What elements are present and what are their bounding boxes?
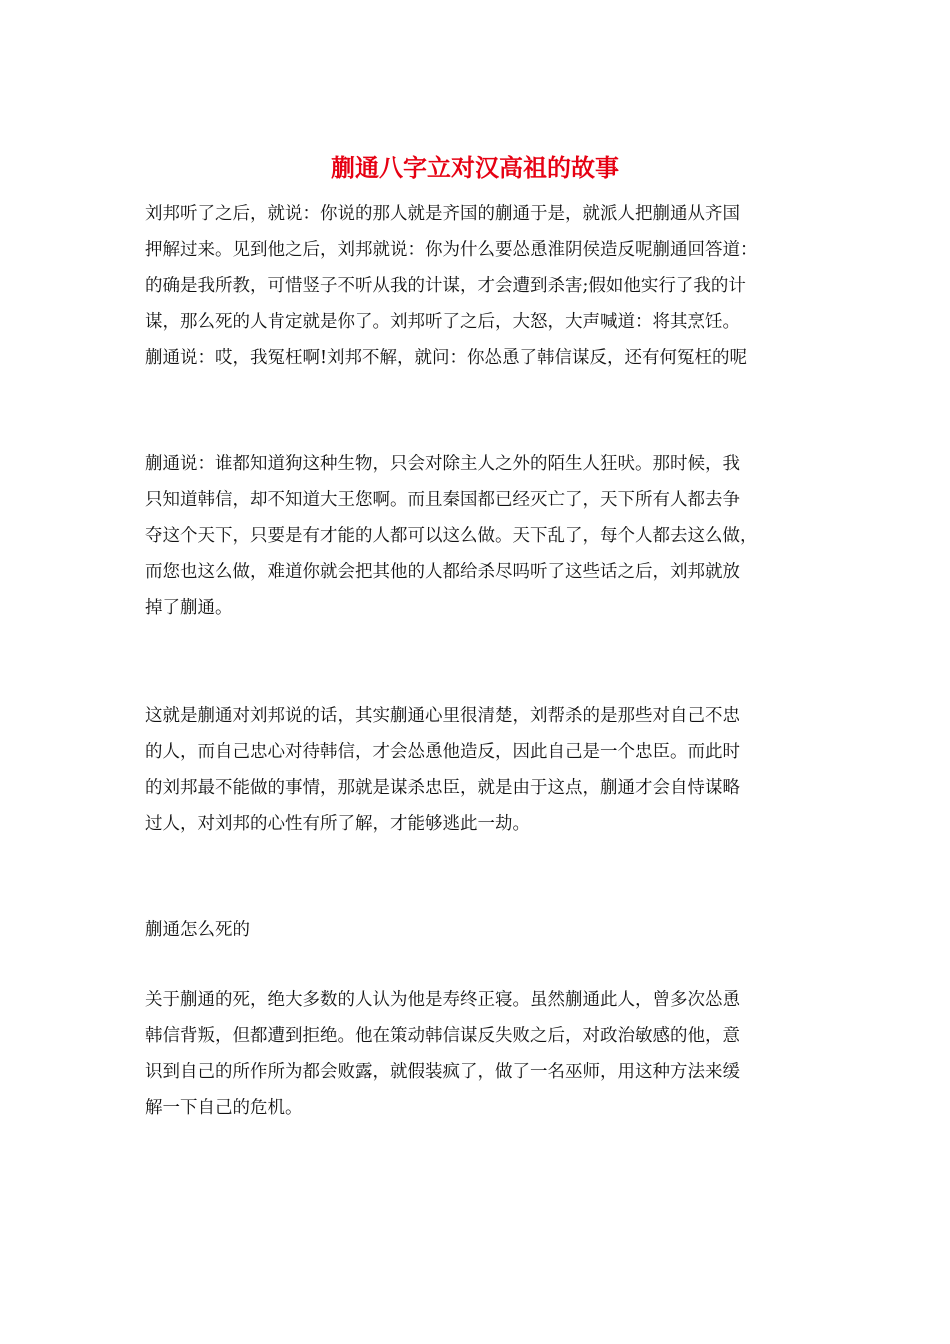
text-line: 押解过来。见到他之后，刘邦就说：你为什么要怂恿淮阴侯造反呢蒯通回答道： bbox=[145, 240, 758, 260]
text-line: 掉了蒯通。 bbox=[145, 598, 233, 618]
paragraph-1 bbox=[145, 196, 810, 376]
paragraph-4 bbox=[145, 982, 810, 1126]
text-line: 的人，而自己忠心对待韩信，才会怂恿他造反，因此自己是一个忠臣。而此时 bbox=[145, 742, 740, 762]
text-line: 这就是蒯通对刘邦说的话，其实蒯通心里很清楚，刘帮杀的是那些对自己不忠 bbox=[145, 706, 740, 726]
text-line: 蒯通怎么死的 bbox=[145, 920, 250, 940]
text-line: 的刘邦最不能做的事情，那就是谋杀忠臣，就是由于这点，蒯通才会自恃谋略 bbox=[145, 778, 740, 798]
text-line: 过人，对刘邦的心性有所了解，才能够逃此一劫。 bbox=[145, 814, 530, 834]
text-line: 蒯通说：谁都知道狗这种生物，只会对除主人之外的陌生人狂吠。那时候，我 bbox=[145, 454, 740, 474]
text-line: 蒯通说：哎，我冤枉啊!刘邦不解，就问：你怂恿了韩信谋反，还有何冤枉的呢 bbox=[145, 348, 748, 368]
text-line: 而您也这么做，难道你就会把其他的人都给杀尽吗听了这些话之后，刘邦就放 bbox=[145, 562, 740, 582]
text-line: 夺这个天下，只要是有才能的人都可以这么做。天下乱了，每个人都去这么做， bbox=[145, 526, 758, 546]
text-line: 解一下自己的危机。 bbox=[145, 1098, 303, 1118]
page-title: 蒯通八字立对汉高祖的故事 bbox=[331, 153, 619, 182]
text-line: 的确是我所教，可惜竖子不听从我的计谋，才会遭到杀害;假如他实行了我的计 bbox=[145, 276, 746, 296]
paragraph-3 bbox=[145, 698, 810, 842]
paragraph-2 bbox=[145, 446, 810, 626]
text-line: 韩信背叛，但都遭到拒绝。他在策动韩信谋反失败之后，对政治敏感的他，意 bbox=[145, 1026, 740, 1046]
section-heading bbox=[145, 912, 810, 948]
text-line: 谋，那么死的人肯定就是你了。刘邦听了之后，大怒，大声喊道：将其烹饪。 bbox=[145, 312, 740, 332]
text-line: 识到自己的所作所为都会败露，就假装疯了，做了一名巫师，用这种方法来缓 bbox=[145, 1062, 740, 1082]
text-line: 只知道韩信，却不知道大王您啊。而且秦国都已经灭亡了，天下所有人都去争 bbox=[145, 490, 740, 510]
text-line: 刘邦听了之后，就说：你说的那人就是齐国的蒯通于是，就派人把蒯通从齐国 bbox=[145, 204, 740, 224]
text-line: 关于蒯通的死，绝大多数的人认为他是寿终正寝。虽然蒯通此人，曾多次怂恿 bbox=[145, 990, 740, 1010]
